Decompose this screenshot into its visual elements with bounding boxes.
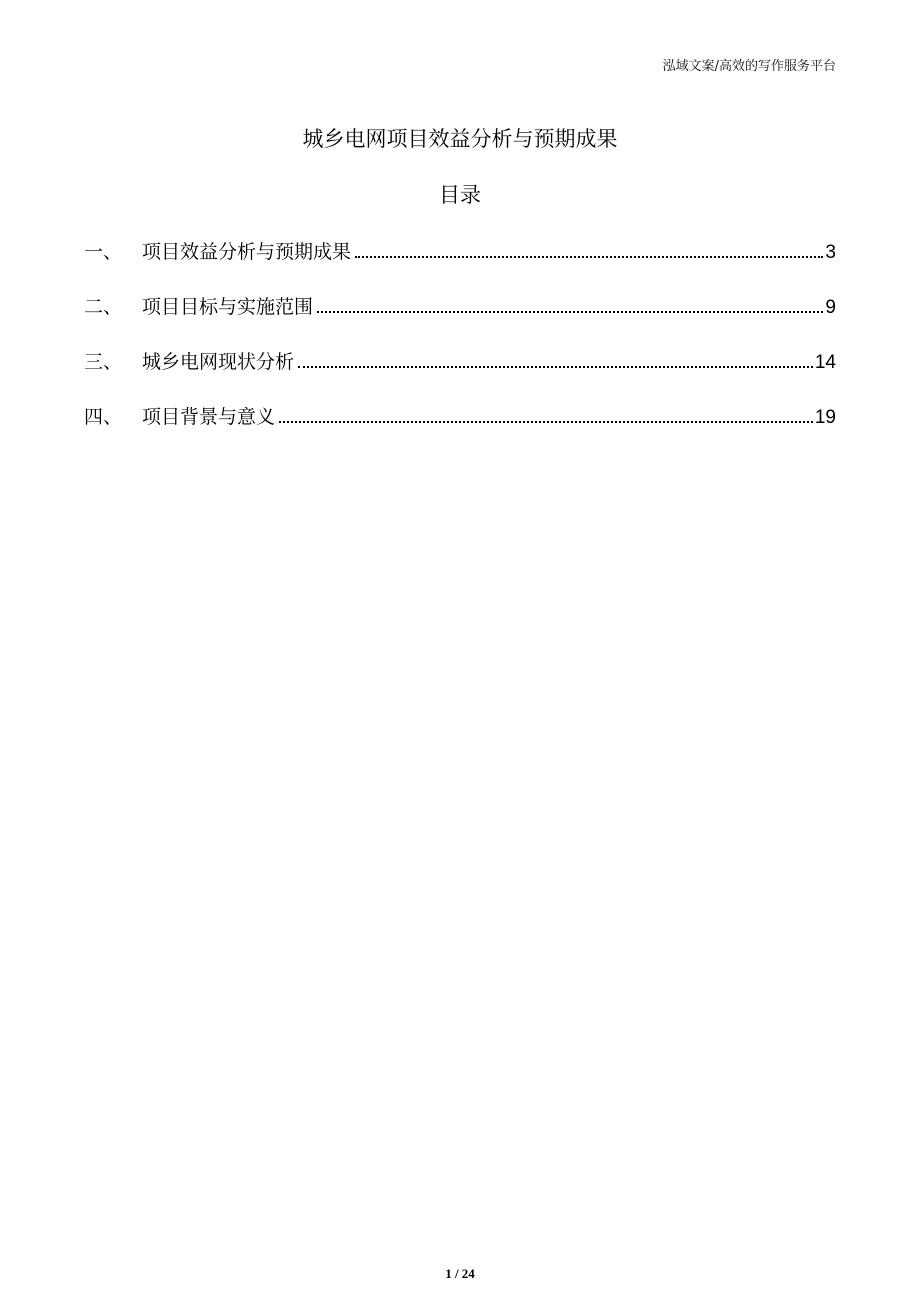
toc-dot-leader [298, 365, 813, 368]
toc-entry-page: 14 [814, 352, 836, 373]
toc-entry-title: 项目背景与意义 [142, 406, 276, 428]
document-title: 城乡电网项目效益分析与预期成果 [302, 127, 618, 151]
toc-entry[interactable] [84, 293, 836, 348]
toc-entry[interactable] [84, 348, 836, 403]
toc-entry-number: 一、 [84, 241, 123, 263]
toc-entry[interactable] [84, 238, 836, 293]
toc-entry-page: 19 [814, 407, 836, 428]
toc-entry-page: 9 [825, 297, 836, 318]
toc-dot-leader [317, 310, 823, 313]
toc-entry-title: 项目效益分析与预期成果 [142, 241, 352, 263]
toc-entry-page: 3 [825, 242, 836, 263]
toc-entry[interactable] [84, 403, 836, 458]
toc-entry-number: 三、 [84, 351, 123, 373]
toc-dot-leader [355, 255, 823, 258]
toc-entry-title: 项目目标与实施范围 [142, 296, 314, 318]
page-number: 1 / 24 [445, 1266, 475, 1281]
page-header: 泓域文案/高效的写作服务平台 [662, 59, 836, 74]
toc-entry-number: 四、 [84, 406, 123, 428]
table-of-contents [84, 238, 836, 458]
toc-entry-title: 城乡电网现状分析 [142, 351, 295, 373]
toc-entry-number: 二、 [84, 296, 123, 318]
toc-heading: 目录 [439, 183, 481, 207]
toc-dot-leader [279, 420, 813, 423]
